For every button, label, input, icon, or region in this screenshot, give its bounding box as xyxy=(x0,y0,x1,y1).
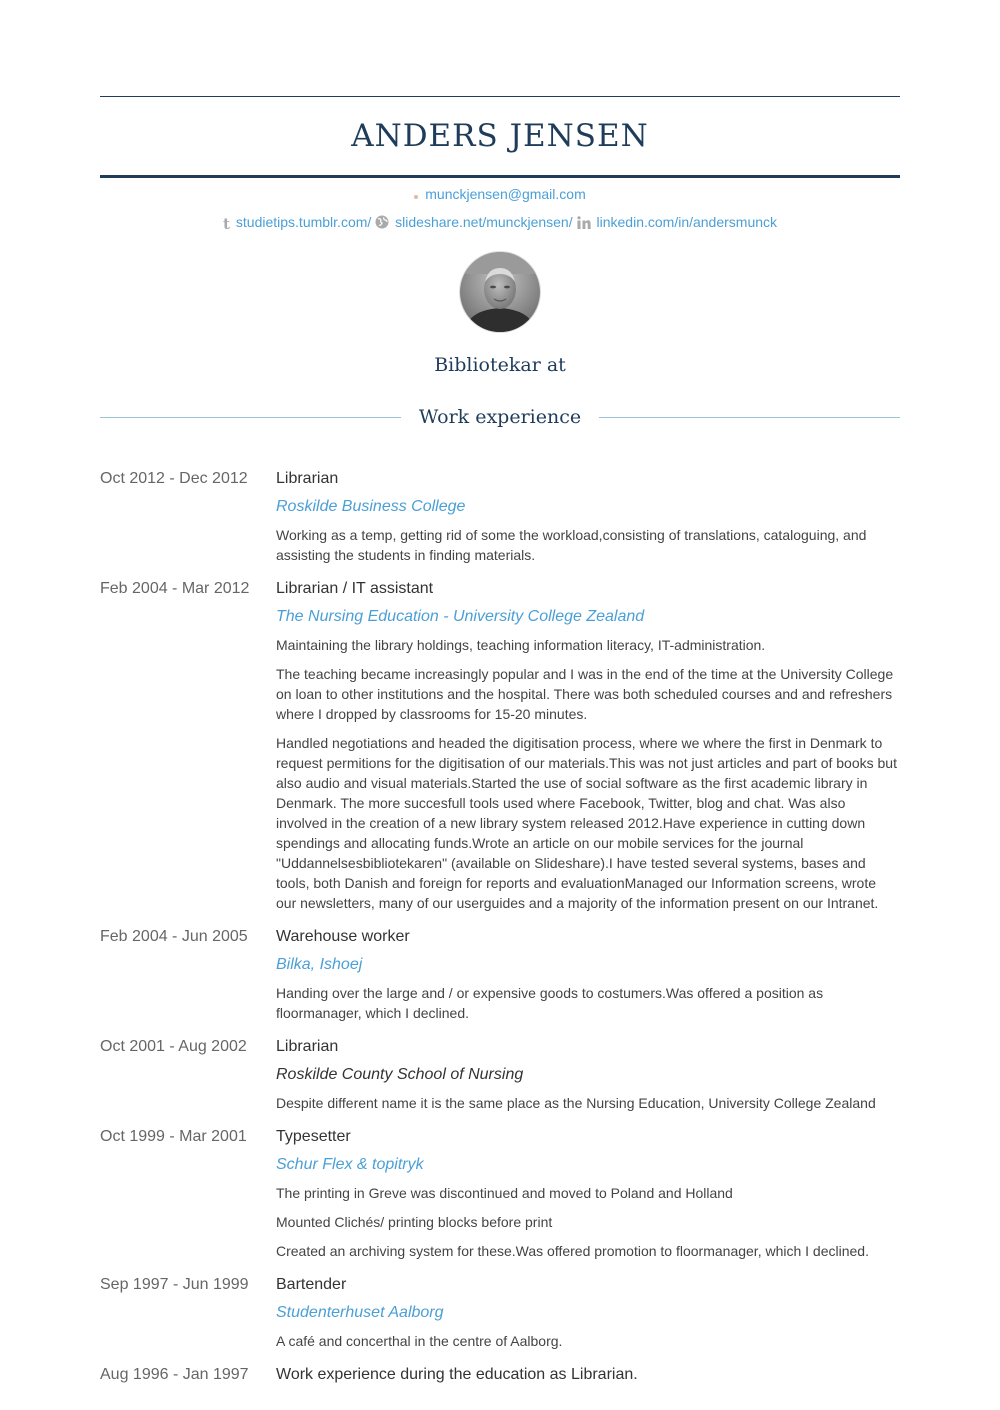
job-body xyxy=(276,1273,900,1351)
headline: Bibliotekar at xyxy=(434,354,566,376)
job-description-paragraph: Maintaining the library holdings, teaching information literacy, IT-administration. xyxy=(276,637,766,653)
job-entry xyxy=(100,1273,900,1351)
job-title: Bartender xyxy=(276,1276,347,1293)
tumblr-link[interactable] xyxy=(223,212,371,234)
email-link[interactable] xyxy=(414,184,586,204)
work-experience-heading xyxy=(100,403,900,431)
avatar-container xyxy=(100,252,900,337)
job-description xyxy=(276,1331,900,1351)
section-divider-left xyxy=(100,417,401,418)
job-list xyxy=(100,467,900,1387)
job-entry xyxy=(100,1035,900,1113)
job-description-paragraph: Despite different name it is the same place as the Nursing Education, University College Zealand xyxy=(276,1095,876,1111)
job-body xyxy=(276,1363,900,1387)
job-description xyxy=(276,525,900,565)
candidate-name: ANDERS JENSEN xyxy=(351,118,649,154)
header-bottom-rule xyxy=(100,175,900,178)
linkedin-icon xyxy=(577,216,591,229)
job-entry xyxy=(100,1125,900,1261)
email-dot-icon xyxy=(414,195,418,199)
globe-icon xyxy=(375,215,389,229)
job-description xyxy=(276,983,900,1023)
job-description-paragraph: Created an archiving system for these.Was offered promotion to floormanager, which I declined. xyxy=(276,1243,869,1259)
job-body xyxy=(276,1125,900,1261)
section-divider-right xyxy=(599,417,900,418)
job-company[interactable]: Bilka, Ishoej xyxy=(276,956,363,973)
job-entry xyxy=(100,577,900,913)
job-company[interactable]: Schur Flex & topitryk xyxy=(276,1156,424,1173)
job-description-paragraph: The teaching became increasingly popular and I was in the end of the time at the University College on loan to other institutions and the hospital. There was both scheduled courses and and refreshers where I dropped by classrooms for 15-20 minutes. xyxy=(276,666,894,722)
job-company[interactable]: The Nursing Education - University College Zealand xyxy=(276,608,645,625)
job-dates: Sep 1997 - Jun 1999 xyxy=(100,1276,249,1293)
tumblr-icon: t xyxy=(222,215,230,233)
linkedin-text: linkedin.com/in/andersmunck xyxy=(596,214,778,230)
linkedin-link[interactable] xyxy=(577,212,778,232)
job-title: Librarian xyxy=(276,470,339,487)
job-dates: Feb 2004 - Jun 2005 xyxy=(100,928,248,945)
job-company: Roskilde County School of Nursing xyxy=(276,1066,524,1083)
job-body xyxy=(276,467,900,565)
job-title: Librarian xyxy=(276,1038,339,1055)
job-body xyxy=(276,1035,900,1113)
job-dates: Aug 1996 - Jan 1997 xyxy=(100,1366,249,1383)
job-description-paragraph: The printing in Greve was discontinued and moved to Poland and Holland xyxy=(276,1185,733,1201)
job-title: Librarian / IT assistant xyxy=(276,580,434,597)
job-description xyxy=(276,635,900,913)
job-dates: Oct 2001 - Aug 2002 xyxy=(100,1038,247,1055)
job-description-paragraph: Mounted Clichés/ printing blocks before print xyxy=(276,1214,553,1230)
job-entry xyxy=(100,1363,900,1387)
avatar xyxy=(460,252,540,332)
job-title: Work experience during the education as Librarian. xyxy=(276,1366,638,1383)
job-description-paragraph: Handled negotiations and headed the digitisation process, where we where the first in Denmark to request permitions for the digitisation of our materials.This was not just articles and part of books but also audio and visual materials.Started the use of social software as the first academic library in Denmark. The more succesfull tools used where Facebook, Twitter, blog and chat. Was also involved in the creation of a new library system released 2012.Have experience in cutting down spendings and allocating funds.Wrote an article on our mobile services for the journal "Uddannelsesbibliotekaren" (available on Slideshare).I have tested several systems, bases and tools, both Danish and foreign for reports and evaluationManaged our Information screens, wrote our newsletters, many of our userguides and a majority of the information present on our Intranet. xyxy=(276,735,897,911)
job-title: Warehouse worker xyxy=(276,928,410,945)
job-description xyxy=(276,1183,900,1261)
job-dates: Feb 2004 - Mar 2012 xyxy=(100,580,250,597)
job-description-paragraph: Working as a temp, getting rid of some the workload,consisting of translations, cataloguing, and assisting the students in finding materials. xyxy=(276,527,867,563)
tumblr-text: studietips.tumblr.com/ xyxy=(235,214,372,230)
contact-email-line xyxy=(100,184,900,204)
job-entry xyxy=(100,925,900,1023)
job-entry xyxy=(100,467,900,565)
slideshare-text: slideshare.net/munckjensen/ xyxy=(395,214,573,230)
slideshare-link[interactable] xyxy=(375,212,572,232)
work-experience-title: Work experience xyxy=(418,406,582,428)
email-text: munckjensen@gmail.com xyxy=(425,186,586,202)
job-description xyxy=(276,1093,900,1113)
job-body xyxy=(276,577,900,913)
header-top-rule xyxy=(100,96,900,97)
job-company[interactable]: Roskilde Business College xyxy=(276,498,466,515)
contact-links-line xyxy=(100,212,900,234)
job-body xyxy=(276,925,900,1023)
job-description-paragraph: A café and concerthal in the centre of Aalborg. xyxy=(276,1333,563,1349)
job-dates: Oct 1999 - Mar 2001 xyxy=(100,1128,247,1145)
job-description-paragraph: Handing over the large and / or expensive goods to costumers.Was offered a position as floormanager, which I declined. xyxy=(276,985,824,1021)
job-company[interactable]: Studenterhuset Aalborg xyxy=(276,1304,444,1321)
job-dates: Oct 2012 - Dec 2012 xyxy=(100,470,248,487)
job-title: Typesetter xyxy=(276,1128,351,1145)
resume-page xyxy=(100,0,900,1387)
